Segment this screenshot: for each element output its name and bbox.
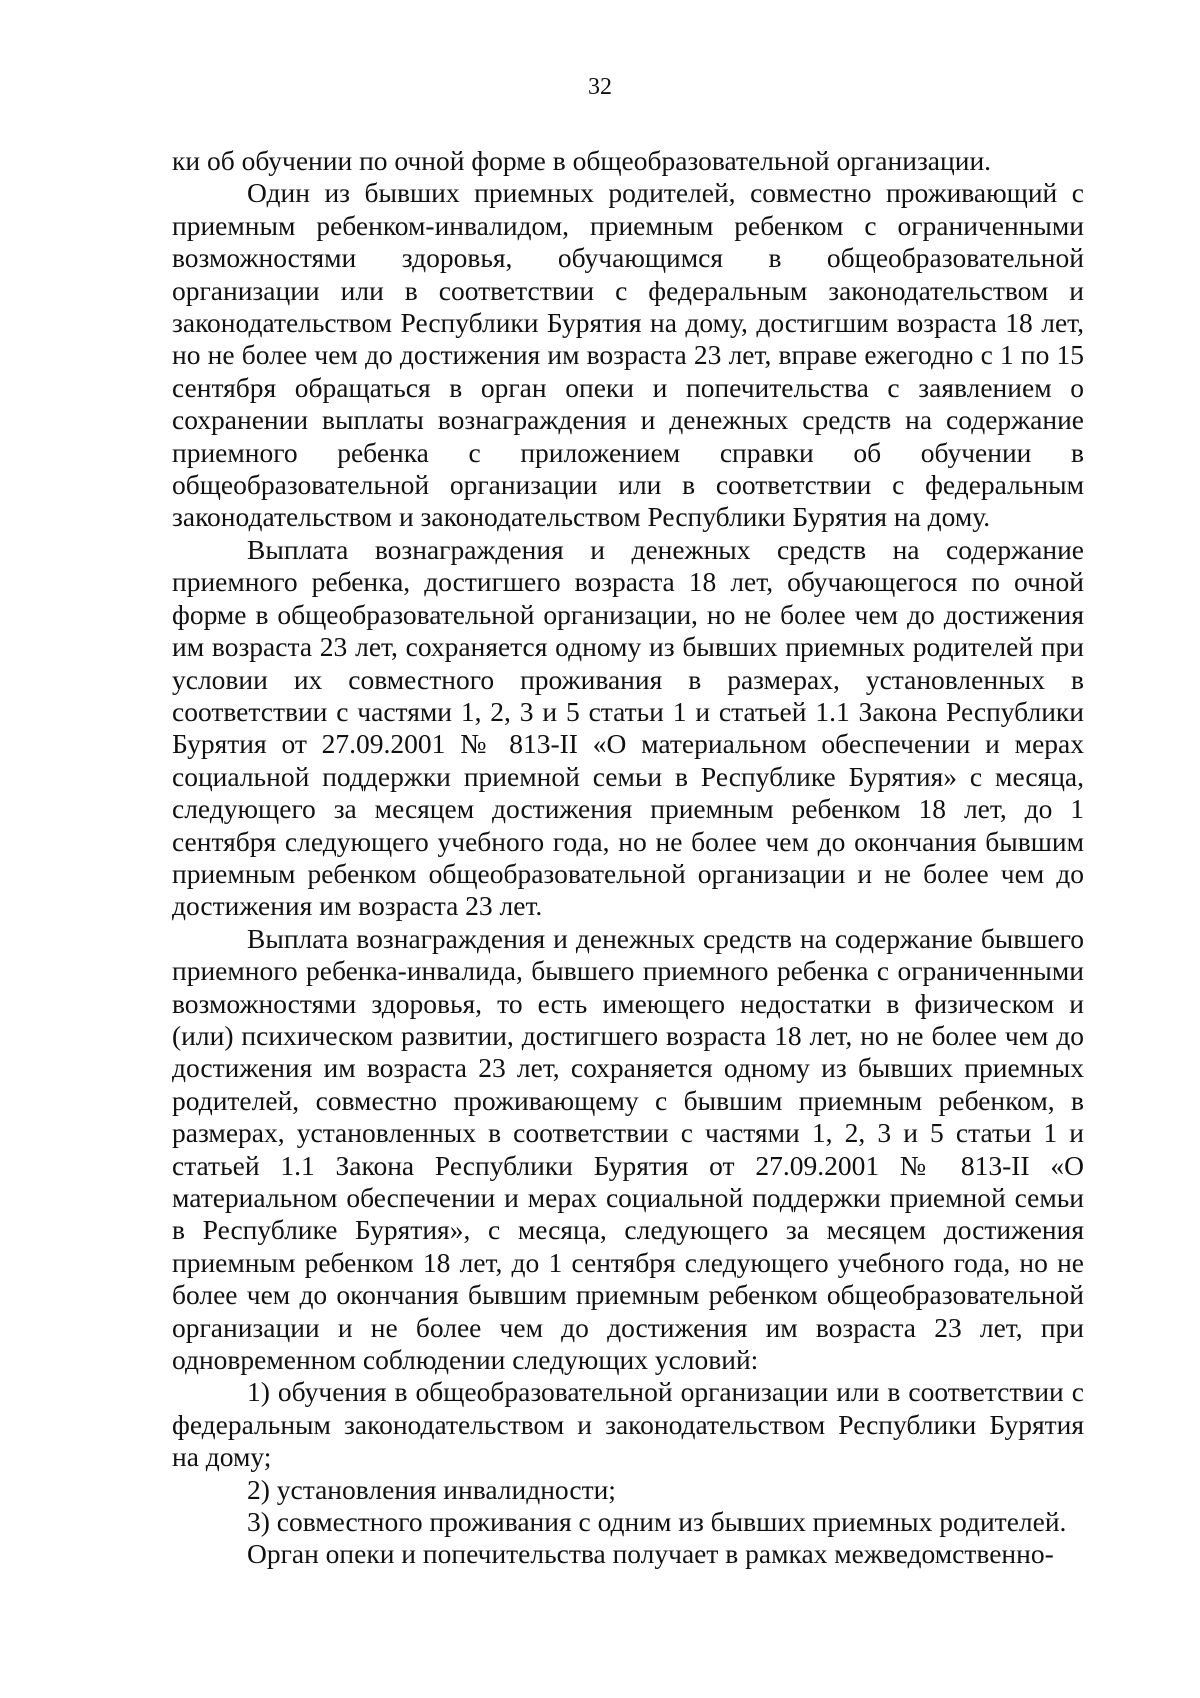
- paragraph-guardianship-body: Орган опеки и попечительства получает в рамках межведомственно-: [247, 1538, 1054, 1570]
- page-number: 32: [588, 74, 612, 100]
- paragraph-payment-full-time: Выплата вознаграждения и денежных средств на содержание приемного ребенка, достигшего возраста 18 лет, обучающегося по очной форме в общеобразовательной организации, но не более чем до достижения им возраста 23 лет, сохраняется одному из бывших приемных родителей при условии их совместного проживания в размерах, установленных в соответствии с частями 1, 2, 3 и 5 статьи 1 и статьей 1.1 Закона Республики Бурятия от 27.09.2001 № 813-II «О материальном обеспечении и мерах социальной поддержки приемной семьи в Республике Бурятия» с месяца, следующего за месяцем достижения приемным ребенком 18 лет, до 1 сентября следующего учебного года, но не более чем до окончания бывшим приемным ребенком общеобразовательной организации и не более чем до достижения им возраста 23 лет.: [172, 533, 1084, 922]
- paragraph-payment-disabled: Выплата вознаграждения и денежных средств на содержание бывшего приемного ребенка-инвалида, бывшего приемного ребенка с ограниченными возможностями здоровья, то есть имеющего недостатки в физическом и (или) психическом развитии, достигшего возраста 18 лет, но не более чем до достижения им возраста 23 лет, сохраняется одному из бывших приемных родителей, совместно проживающему с бывшим приемным ребенком, в размерах, установленных в соответствии с частями 1, 2, 3 и 5 статьи 1 и статьей 1.1 Закона Республики Бурятия от 27.09.2001 № 813-II «О материальном обеспечении и мерах социальной поддержки приемной семьи в Республике Бурятия», с месяца, следующего за месяцем достижения приемным ребенком 18 лет, до 1 сентября следующего учебного года, но не более чем до окончания бывшим приемным ребенком общеобразовательной организации и не более чем до достижения им возраста 23 лет, при одновременном соблюдении следующих условий:: [172, 922, 1084, 1376]
- paragraph-application-right: Один из бывших приемных родителей, совместно проживающий с приемным ребенком-инвалидом, приемным ребенком с ограниченными возможностями здоровья, обучающимся в общеобразовательной организации или в соответствии с федеральным законодательством и законодательством Республики Бурятия на дому, достигшим возраста 18 лет, но не более чем до достижения им возраста 23 лет, вправе ежегодно с 1 по 15 сентября обращаться в орган опеки и попечительства с заявлением о сохранении выплаты вознаграждения и денежных средств на содержание приемного ребенка с приложением справки об обучении в общеобразовательной организации или в соответствии с федеральным законодательством и законодательством Республики Бурятия на дому.: [172, 177, 1084, 533]
- list-item-condition-3: 3) совместного проживания с одним из бывших приемных родителей.: [247, 1506, 1067, 1538]
- document-body: [172, 145, 1084, 1571]
- list-item-condition-1: 1) обучения в общеобразовательной организации или в соответствии с федеральным законодательством и законодательством Республики Бурятия на дому;: [172, 1376, 1084, 1473]
- paragraph-continuation: ки об обучении по очной форме в общеобразовательной организации.: [172, 145, 992, 176]
- list-item-condition-2: 2) установления инвалидности;: [247, 1473, 616, 1505]
